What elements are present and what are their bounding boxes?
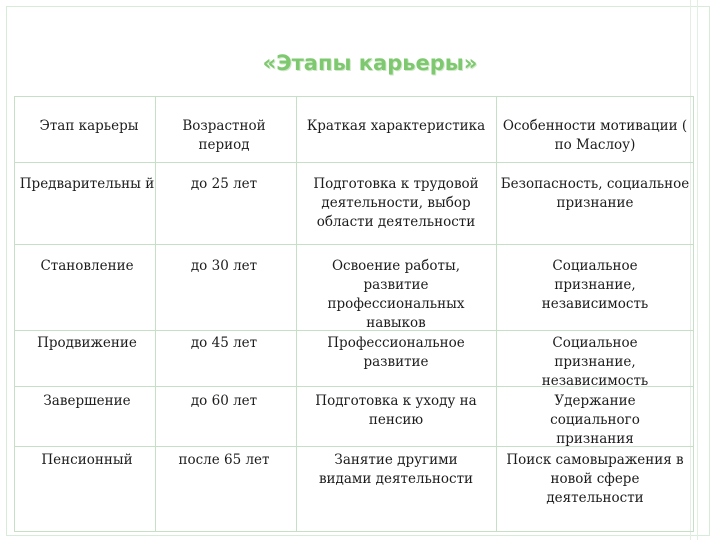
table-cell-age: до 25 лет (190, 176, 258, 192)
table-cell-age: после 65 лет (178, 452, 270, 468)
table-cell-stage: Завершение (43, 393, 131, 409)
table-divider (14, 162, 694, 163)
table-cell-age: до 60 лет (190, 393, 258, 409)
table-cell-motivation: Поиск самовыражения в новой сфере деятельности (506, 452, 684, 506)
table-cell-stage: Пенсионный (41, 452, 133, 468)
table-cell-description: Занятие другими видами деятельности (318, 452, 474, 487)
table-cell-stage: Предварительны й (19, 176, 155, 192)
table-cell-description: Профессиональное развитие (327, 335, 465, 370)
table-cell-motivation: Удержание социального признания (550, 393, 640, 447)
table-cell-age: до 45 лет (190, 335, 258, 351)
table-cell-motivation: Социальное признание, независимость (541, 258, 649, 312)
table-cell-stage: Становление (40, 258, 134, 274)
table-cell-motivation: Социальное признание, независимость (541, 335, 649, 389)
table-divider (14, 244, 694, 245)
table-header-description: Краткая характеристика (306, 118, 486, 134)
table-header-age: Возрастной период (182, 118, 266, 153)
table-cell-stage: Продвижение (37, 335, 137, 351)
table-cell-description: Освоение работы, развитие профессиональных навыков (327, 258, 465, 331)
table-header-stage: Этап карьеры (39, 118, 139, 134)
table-cell-age: до 30 лет (190, 258, 258, 274)
table-cell-motivation: Безопасность, социальное признание (500, 176, 690, 211)
table-cell-description: Подготовка к трудовой деятельности, выбор области деятельности (313, 176, 479, 230)
table-cell-description: Подготовка к уходу на пенсию (315, 393, 477, 428)
slide-title: «Этапы карьеры» (262, 51, 478, 75)
table-header-motivation: Особенности мотивации ( по Маслоу) (502, 118, 688, 153)
